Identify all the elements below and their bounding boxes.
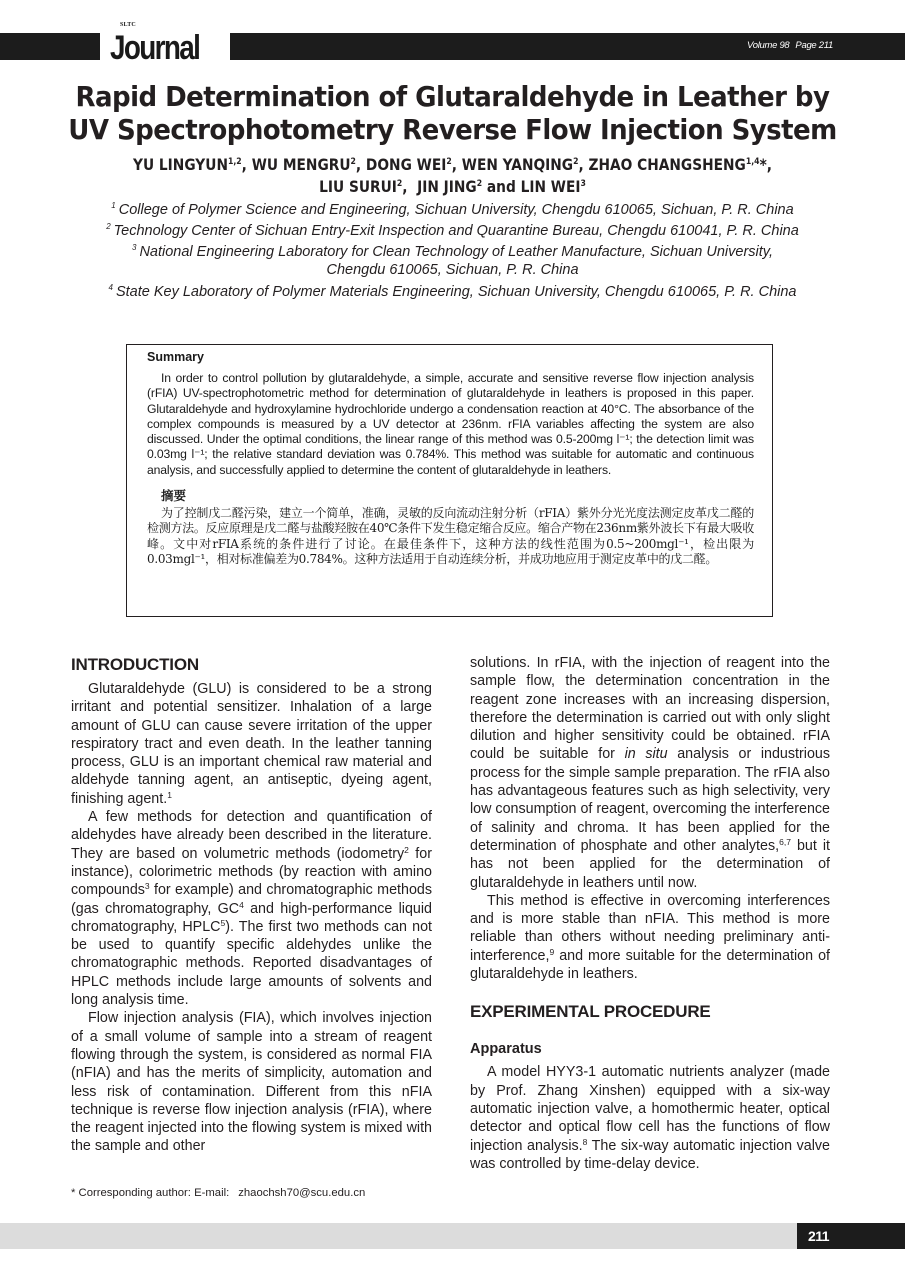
citation-ref: 3	[144, 881, 150, 892]
affiliations	[0, 200, 905, 303]
affiliation-text: Technology Center of Sichuan Entry-Exit Inspection and Quarantine Bureau, Chengdu 610041, P. R. China	[113, 223, 799, 239]
footer-page-number: 211	[808, 1228, 830, 1244]
paragraph	[470, 654, 830, 892]
author-name: LIN WEI	[520, 177, 581, 196]
author-sep: ,	[241, 155, 252, 174]
logo-sltc-text: SLTC	[120, 22, 136, 28]
volume-page-label	[747, 40, 833, 52]
paragraph	[470, 892, 830, 983]
journal-logo	[108, 22, 226, 68]
paragraph-text: The six-way automatic injection valve was controlled by time-delay device.	[470, 1137, 830, 1172]
author-name: ZHAO CHANGSHENG	[588, 155, 746, 174]
affiliation-text-cont: Chengdu 610065, Sichuan, P. R. China	[326, 262, 579, 278]
paragraph-text: ). The first two methods can not be used to quantify specific aldehydes unlike the chromatographic methods. Reported disadvantages of HPLC methods include large amounts of solvents and long analysis time.	[71, 918, 432, 1009]
summary-text: In order to control pollution by glutaraldehyde, a simple, accurate and sensitive reverse flow injection analysis (rFIA) UV-spectrophotometric method for determination of glutaraldehyde in leathers is proposed in this paper. Glutaraldehyde and hydroxylamine hydrochloride undergo a condensation reaction at 40°C. The absorbance of the complex compounds is measured by a UV detector at 236nm. rFIA variables affecting the system are also discussed. Under the optimal conditions, the linear range of this method was 0.5-200mg l⁻¹; the detection limit was 0.03mg l⁻¹; the relative standard deviation was 0.784%. This method was suitable for automatic and continuous analysis, and successfully applied to determine the content of glutaraldehyde in leathers.	[147, 371, 754, 477]
right-column	[470, 654, 830, 1173]
citation-ref: 8	[582, 1136, 588, 1147]
title-line-1: Rapid Determination of Glutaraldehyde in Leather by	[75, 80, 830, 113]
author-affil-ref: 2	[476, 179, 483, 189]
citation-ref: 1	[167, 789, 172, 800]
author-name: YU LINGYUN	[132, 155, 228, 174]
affiliation-text: State Key Laboratory of Polymer Materials Engineering, Sichuan University, Chengdu 610065, P. R. China	[115, 284, 797, 300]
summary-box	[126, 344, 773, 617]
affiliation-2	[0, 221, 905, 241]
section-heading-experimental: EXPERIMENTAL PROCEDURE	[470, 1002, 711, 1022]
author-sep: ,	[355, 155, 366, 174]
paragraph-text: This method is effective in overcoming interferences and is more stable than nFIA. This method is more reliable than others without needing preliminary anti-interference,	[470, 892, 830, 964]
citation-ref: 9	[549, 946, 555, 957]
paragraph	[71, 680, 432, 808]
paragraph-text: and more suitable for the determination of glutaraldehyde in leathers.	[470, 947, 830, 983]
paragraph: Flow injection analysis (FIA), which involves injection of a small volume of sample into a stream of reagent flowing through the system, is considered as normal FIA (nFIA) and has the merits of simplicity, automation and less risk of contamination. Different from this nFIA technique is reverse flow injection analysis (rFIA), where the reagent injected into the flowing system is mixed with the sample and other	[71, 1010, 432, 1155]
author-affil-ref: 2	[350, 157, 356, 167]
paragraph-text: for instance), colorimetric methods (by reaction with amino compounds	[71, 845, 432, 899]
author-sep: and	[482, 177, 521, 196]
author-affil-ref: 1,4	[745, 157, 760, 167]
paragraph-text: A model HYY3-1 automatic nutrients analyzer (made by Prof. Zhang Xinshen) equipped with a six-way automatic injection valve, a homothermic heater, optical detector and optical flow cell has the functions of flow injection analysis.	[470, 1064, 830, 1154]
chinese-summary-heading: 摘要	[161, 488, 187, 504]
author-name: WU MENGRU	[251, 155, 351, 174]
paragraph-text: Glutaraldehyde (GLU) is considered to be a strong irritant and potential sensitizer. Inhalation of a large amount of GLU can cause severe irritation of the upper respiratory tract and even death. In the leather tanning process, GLU is an important chemical raw material and aldehyde tanning agent, an antiseptic, dyeing agent, finishing agent.	[71, 681, 432, 807]
affiliation-number: 1	[111, 201, 116, 210]
logo-journal-text: Journal	[110, 29, 200, 67]
citation-ref: 2	[404, 844, 409, 855]
paragraph	[470, 1063, 830, 1173]
author-email-link[interactable]: zhaochsh70@scu.edu.cn	[238, 1187, 366, 1199]
footnote-label: * Corresponding author: E-mail:	[71, 1187, 230, 1199]
author-name: JIN JING	[417, 177, 477, 196]
citation-ref: 6,7	[779, 836, 791, 847]
paragraph-text: and high-performance liquid chromatography, HPLC	[71, 900, 432, 935]
author-affil-ref: 2	[446, 157, 452, 167]
author-list	[0, 154, 905, 198]
affiliation-number: 4	[108, 283, 113, 292]
affiliation-number: 2	[106, 222, 111, 231]
affiliation-1	[0, 200, 905, 220]
citation-ref: 5	[220, 917, 226, 928]
paragraph	[71, 808, 432, 1009]
author-sep: *,	[759, 155, 773, 174]
paper-title	[0, 80, 905, 146]
author-name: DONG WEI	[365, 155, 447, 174]
citation-ref: 4	[239, 899, 244, 910]
title-line-2: UV Spectrophotometry Reverse Flow Injection System	[68, 113, 837, 146]
section-heading-introduction: INTRODUCTION	[71, 655, 199, 674]
volume-label: Volume 98	[747, 40, 790, 51]
author-affil-ref: 1,2	[227, 157, 242, 167]
author-sep: ,	[451, 155, 462, 174]
summary-heading: Summary	[147, 350, 204, 364]
subsection-heading-apparatus: Apparatus	[470, 1041, 542, 1058]
author-sep: ,	[578, 155, 589, 174]
paragraph-text: for example) and chromatographic methods (gas chromatography, GC	[71, 882, 432, 917]
authors-line-2	[63, 176, 841, 198]
paragraph-text: A few methods for detection and quantification of aldehydes have already been described in the literature. They are based on volumetric methods (iodometry	[71, 809, 432, 862]
chinese-summary-text: 为了控制戊二醛污染，建立一个简单，准确，灵敏的反向流动注射分析（rFIA）紫外分光光度法测定皮革戊二醛的检测方法。反应原理是戊二醛与盐酸羟胺在40℃条件下发生稳定缩合反应。缩合产物在236nm紫外波长下有最大吸收峰。文中对rFIA系统的条件进行了讨论。在最佳条件下，这种方法的线性范围为0.5~200mgl⁻¹，检出限为0.03mgl⁻¹，相对标准偏差为0.784%。这种方法适用于自动连续分析，并成功地应用于测定皮革中的戊二醛。	[147, 506, 754, 566]
author-affil-ref: 2	[573, 157, 579, 167]
author-name: WEN YANQING	[461, 155, 574, 174]
paragraph-text: but it has not been applied for the determination of glutaraldehyde in leathers until now.	[470, 837, 831, 891]
affiliation-text: National Engineering Laboratory for Clean Technology of Leather Manufacture, Sichuan University,	[139, 244, 773, 260]
header-bar-left	[0, 33, 100, 60]
affiliation-4	[0, 282, 905, 302]
affiliation-text: College of Polymer Science and Engineering, Sichuan University, Chengdu 610065, Sichuan, P. R. China	[118, 202, 794, 218]
spacer	[470, 983, 830, 1001]
spacer	[470, 1027, 830, 1039]
paragraph-text: solutions. In rFIA, with the injection of reagent into the sample flow, the determination concentration in the reagent zone increases with an increasing dispersion, therefore the determination is carried out with only slight dilution and higher sensitivity could be obtained. rFIA could be suitable for	[470, 655, 830, 763]
left-column	[71, 654, 432, 1156]
footer-bar	[0, 1223, 797, 1249]
author-sep: ,	[402, 177, 418, 196]
affiliation-number: 3	[132, 243, 137, 252]
author-affil-ref: 3	[580, 179, 586, 189]
affiliation-3	[0, 243, 905, 279]
page-label: Page 211	[795, 40, 833, 51]
authors-line-1	[63, 154, 841, 176]
corresponding-author-footnote	[71, 1186, 365, 1200]
author-affil-ref: 2	[396, 179, 403, 189]
author-name: LIU SURUI	[319, 177, 397, 196]
paragraph-text: analysis or industrious process for the simple sample preparation. The rFIA also has advantageous features such as high selectivity, very low consumption of reagent, overcoming the interference of salinity and chroma. It has been applied for the determination of phosphate and other analytes,	[470, 746, 831, 854]
italic-term: in situ	[624, 746, 668, 763]
